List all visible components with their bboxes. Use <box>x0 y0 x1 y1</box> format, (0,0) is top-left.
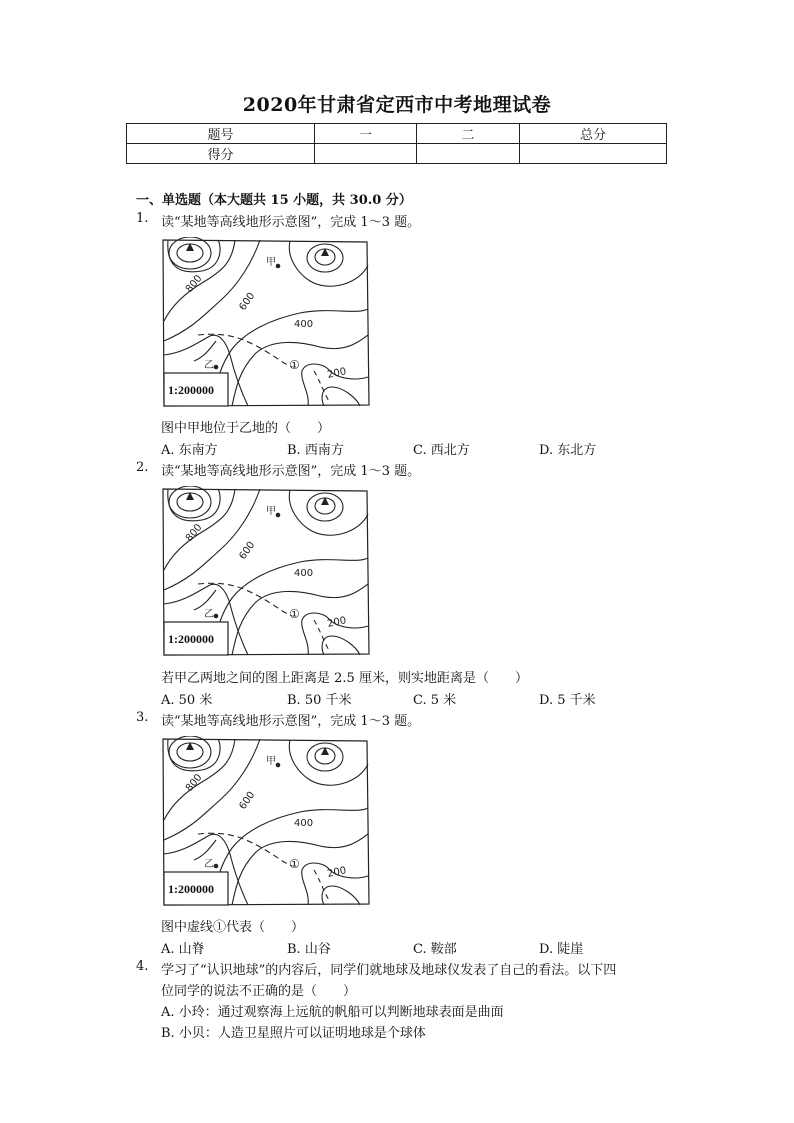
contour-label-400: 400 <box>294 568 314 579</box>
score-header-cell: 一 <box>315 124 417 144</box>
score-table <box>126 123 667 164</box>
label-dashed-marker: ① <box>289 358 300 372</box>
label-dashed-marker: ① <box>289 607 300 621</box>
label-yi: 乙 <box>204 609 214 620</box>
score-header-cell: 二 <box>417 124 520 144</box>
point-jia <box>276 264 281 269</box>
score-row-label: 得分 <box>127 144 315 164</box>
option-d[interactable]: D. 5 千米 <box>539 693 596 708</box>
contour-label-600: 600 <box>237 539 258 562</box>
option-b[interactable]: B. 西南方 <box>287 443 344 458</box>
option-d[interactable]: D. 陡崖 <box>539 942 584 957</box>
option-b[interactable]: B. 小贝：人造卫星照片可以证明地球是个球体 <box>161 1026 426 1041</box>
option-c[interactable]: C. 5 米 <box>413 693 457 708</box>
contour-label-200: 200 <box>326 366 348 381</box>
option-a[interactable]: A. 50 米 <box>161 693 213 708</box>
exam-title: 2020年甘肃省定西市中考地理试卷 <box>242 94 552 116</box>
option-a[interactable]: A. 小玲：通过观察海上远航的帆船可以判断地球表面是曲面 <box>161 1005 504 1020</box>
map-scale: 1:200000 <box>168 383 214 397</box>
question-intro: 读“某地等高线地形示意图”，完成 1～3 题。 <box>161 215 421 230</box>
score-header-cell: 总分 <box>520 124 667 144</box>
question-intro: 读“某地等高线地形示意图”，完成 1～3 题。 <box>161 464 421 479</box>
contour-label-200: 200 <box>326 615 348 630</box>
section-heading: 一、单选题（本大题共 15 小题，共 30.0 分） <box>136 193 412 208</box>
contour-label-800: 800 <box>183 522 205 544</box>
label-jia: 甲 <box>266 257 276 268</box>
option-b[interactable]: B. 山谷 <box>287 942 331 957</box>
question-stem-continued: 位同学的说法不正确的是（ ） <box>161 984 357 999</box>
label-dashed-marker: ① <box>289 857 300 871</box>
contour-map <box>160 486 370 658</box>
contour-map <box>160 237 370 409</box>
option-d[interactable]: D. 东北方 <box>539 443 597 458</box>
option-a[interactable]: A. 山脊 <box>161 942 205 957</box>
score-table-score-row <box>127 144 667 164</box>
score-header-cell: 题号 <box>127 124 315 144</box>
option-b[interactable]: B. 50 千米 <box>287 693 352 708</box>
question-stem: 图中虚线①代表（ ） <box>161 920 305 935</box>
question-number: 1. <box>136 211 149 226</box>
label-yi: 乙 <box>204 360 214 371</box>
contour-label-400: 400 <box>294 319 314 330</box>
option-c[interactable]: C. 鞍部 <box>413 942 457 957</box>
contour-label-800: 800 <box>183 772 205 794</box>
point-jia <box>276 763 281 768</box>
question-number: 2. <box>136 460 149 475</box>
question-number: 3. <box>136 710 149 725</box>
map-scale: 1:200000 <box>168 632 214 646</box>
contour-label-600: 600 <box>237 789 258 812</box>
point-jia <box>276 513 281 518</box>
question-stem: 学习了“认识地球”的内容后，同学们就地球及地球仪发表了自己的看法。以下四 <box>161 963 617 978</box>
contour-label-600: 600 <box>237 290 258 313</box>
score-table-header-row <box>127 124 667 144</box>
point-yi <box>214 614 219 619</box>
question-stem: 若甲乙两地之间的图上距离是 2.5 厘米，则实地距离是（ ） <box>161 671 528 686</box>
map-scale: 1:200000 <box>168 882 214 896</box>
contour-label-800: 800 <box>183 273 205 295</box>
option-a[interactable]: A. 东南方 <box>161 443 218 458</box>
point-yi <box>214 864 219 869</box>
option-c[interactable]: C. 西北方 <box>413 443 470 458</box>
question-stem: 图中甲地位于乙地的（ ） <box>161 421 331 436</box>
label-jia: 甲 <box>266 756 276 767</box>
point-yi <box>214 365 219 370</box>
contour-label-400: 400 <box>294 818 314 829</box>
label-jia: 甲 <box>266 506 276 517</box>
label-yi: 乙 <box>204 859 214 870</box>
question-number: 4. <box>136 959 149 974</box>
score-cell[interactable] <box>417 144 520 164</box>
question-intro: 读“某地等高线地形示意图”，完成 1～3 题。 <box>161 714 421 729</box>
score-cell[interactable] <box>520 144 667 164</box>
contour-map <box>160 736 370 908</box>
score-cell[interactable] <box>315 144 417 164</box>
contour-label-200: 200 <box>326 865 348 880</box>
